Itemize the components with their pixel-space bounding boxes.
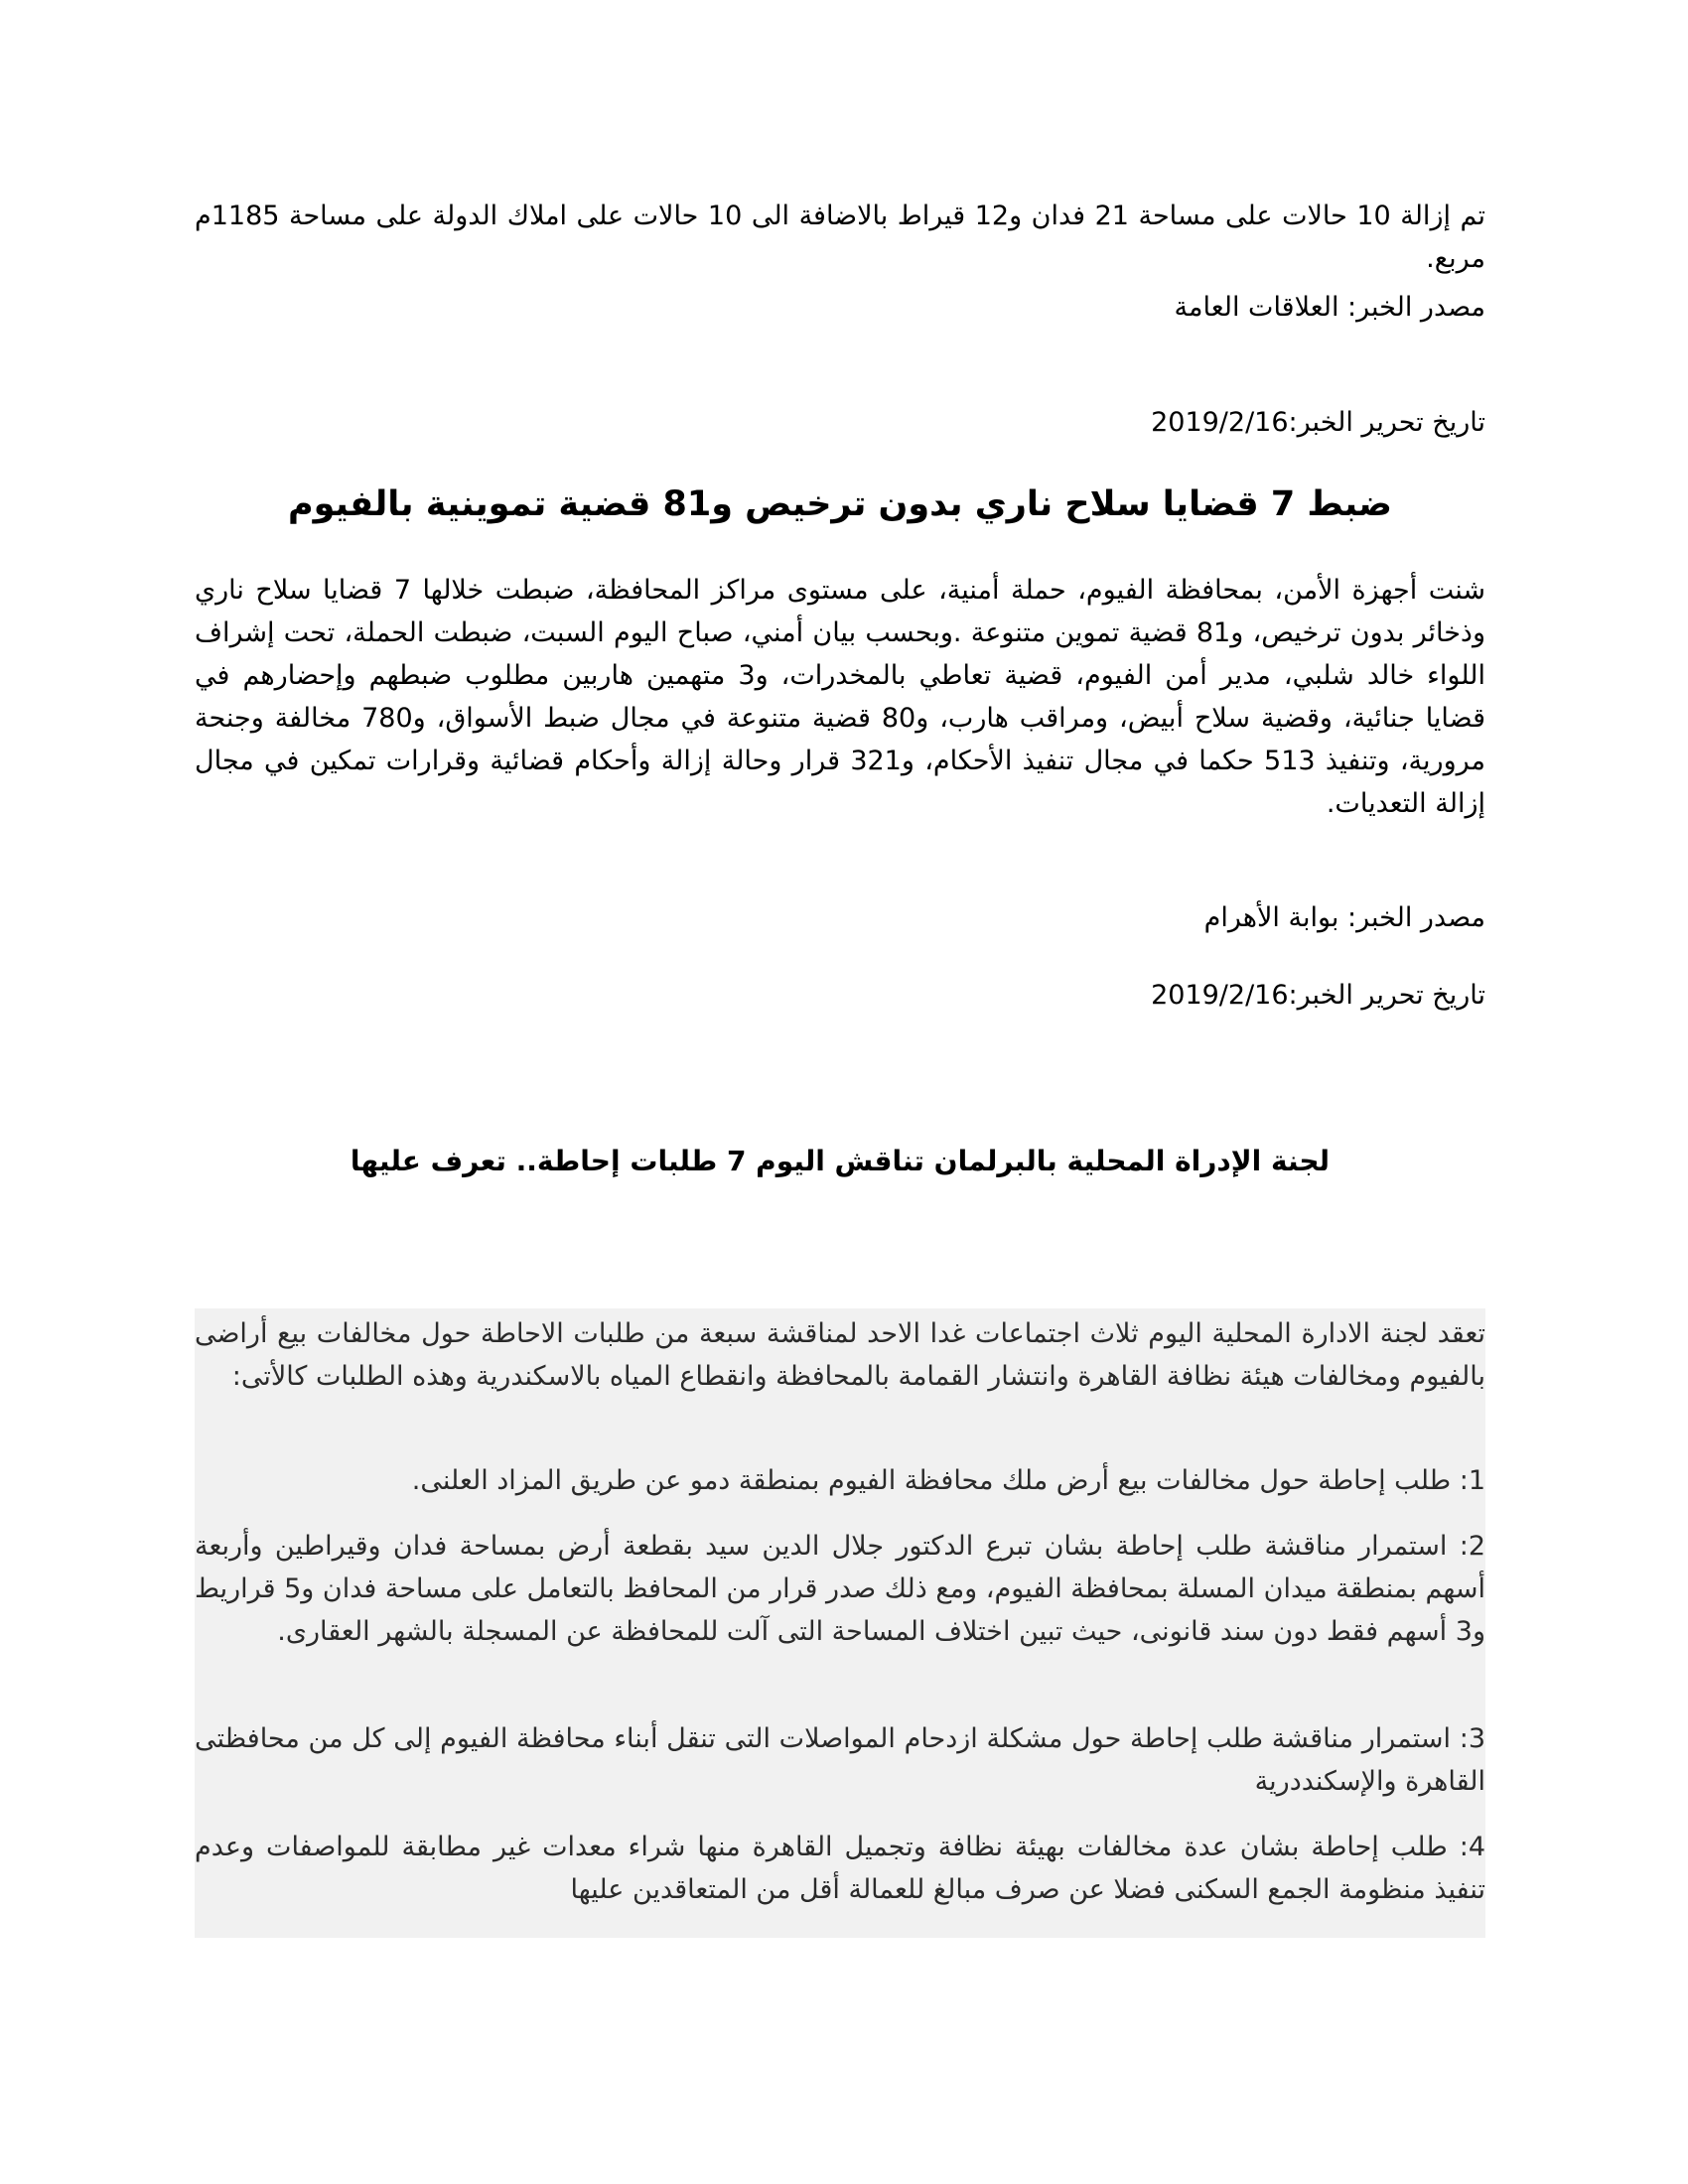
article2-item-3: 3: استمرار مناقشة طلب إحاطة حول مشكلة ازدحام المواصلات التى تنقل أبناء محافظة الفيوم إلى كل من محافظتى القاهرة والإسكنددرية: [195, 1723, 1485, 1797]
article2-item-2: 2: استمرار مناقشة طلب إحاطة بشان تبرع الدكتور جلال الدين سيد بقطعة أرض بمساحة فدان وقيراطين وأربعة أسهم بمنطقة ميدان المسلة بمحافظة الفيوم، ومع ذلك صدر قرار من المحافظ بالتعامل على مساحة فدان و5 قراريط و3 أسهم فقط دون سند قانونى، حيث تبين اختلاف المساحة التى آلت للمحافظة عن المسجلة بالشهر العقارى.: [195, 1531, 1485, 1647]
article1-body: شنت أجهزة الأمن، بمحافظة الفيوم، حملة أمنية، على مستوى مراكز المحافظة، ضبطت خلالها 7 قضايا سلاح ناري وذخائر بدون ترخيص، و81 قضية تموين متنوعة .وبحسب بيان أمني، صباح اليوم السبت، ضبطت الحملة، تحت إشراف اللواء خالد شلبي، مدير أمن الفيوم، قضية تعاطي بالمخدرات، و3 متهمين هاربين مطلوب ضبطهم وإحضارهم في قضايا جنائية، وقضية سلاح أبيض، ومراقب هارب، و80 قضية متنوعة في مجال ضبط الأسواق، و780 مخالفة وجنحة مرورية، وتنفيذ 513 حكما في مجال تنفيذ الأحكام، و321 قرار وحالة إزالة وأحكام قضائية وقرارات تمكين في مجال إزالة التعديات.: [195, 575, 1485, 819]
article2-item-1: 1: طلب إحاطة حول مخالفات بيع أرض ملك محافظة الفيوم بمنطقة دمو عن طريق المزاد العلنى.: [411, 1465, 1485, 1496]
intro-source: مصدر الخبر: العلاقات العامة: [1174, 292, 1485, 323]
article2-title: لجنة الإدراة المحلية بالبرلمان تناقش اليوم 7 طلبات إحاطة.. تعرف عليها: [350, 1145, 1331, 1177]
article2-item-4: 4: طلب إحاطة بشان عدة مخالفات بهيئة نظافة وتجميل القاهرة منها شراء معدات غير مطابقة للمواصفات وعدم تنفيذ منظومة الجمع السكنى فضلا عن صرف مبالغ للعمالة أقل من المتعاقدين عليها: [195, 1832, 1485, 1905]
article2-intro: تعقد لجنة الادارة المحلية اليوم ثلاث اجتماعات غدا الاحد لمناقشة سبعة من طلبات الاحاطة حول مخالفات بيع أراضى بالفيوم ومخالفات هيئة نظافة القاهرة وانتشار القمامة بالمحافظة وانقطاع المياه بالاسكندرية وهذه الطلبات كالأتى:: [195, 1318, 1485, 1392]
intro-date: تاريخ تحرير الخبر:2019/2/16: [1151, 407, 1485, 438]
article1-date: تاريخ تحرير الخبر:2019/2/16: [1151, 980, 1485, 1011]
article1-source: مصدر الخبر: بوابة الأهرام: [1203, 902, 1485, 933]
article1-title: ضبط 7 قضايا سلاح ناري بدون ترخيص و81 قضية تموينية بالفيوم: [288, 484, 1392, 524]
intro-paragraph: تم إزالة 10 حالات على مساحة 21 فدان و12 قيراط بالاضافة الى 10 حالات على املاك الدولة على مساحة 1185م مربع.: [195, 201, 1485, 274]
